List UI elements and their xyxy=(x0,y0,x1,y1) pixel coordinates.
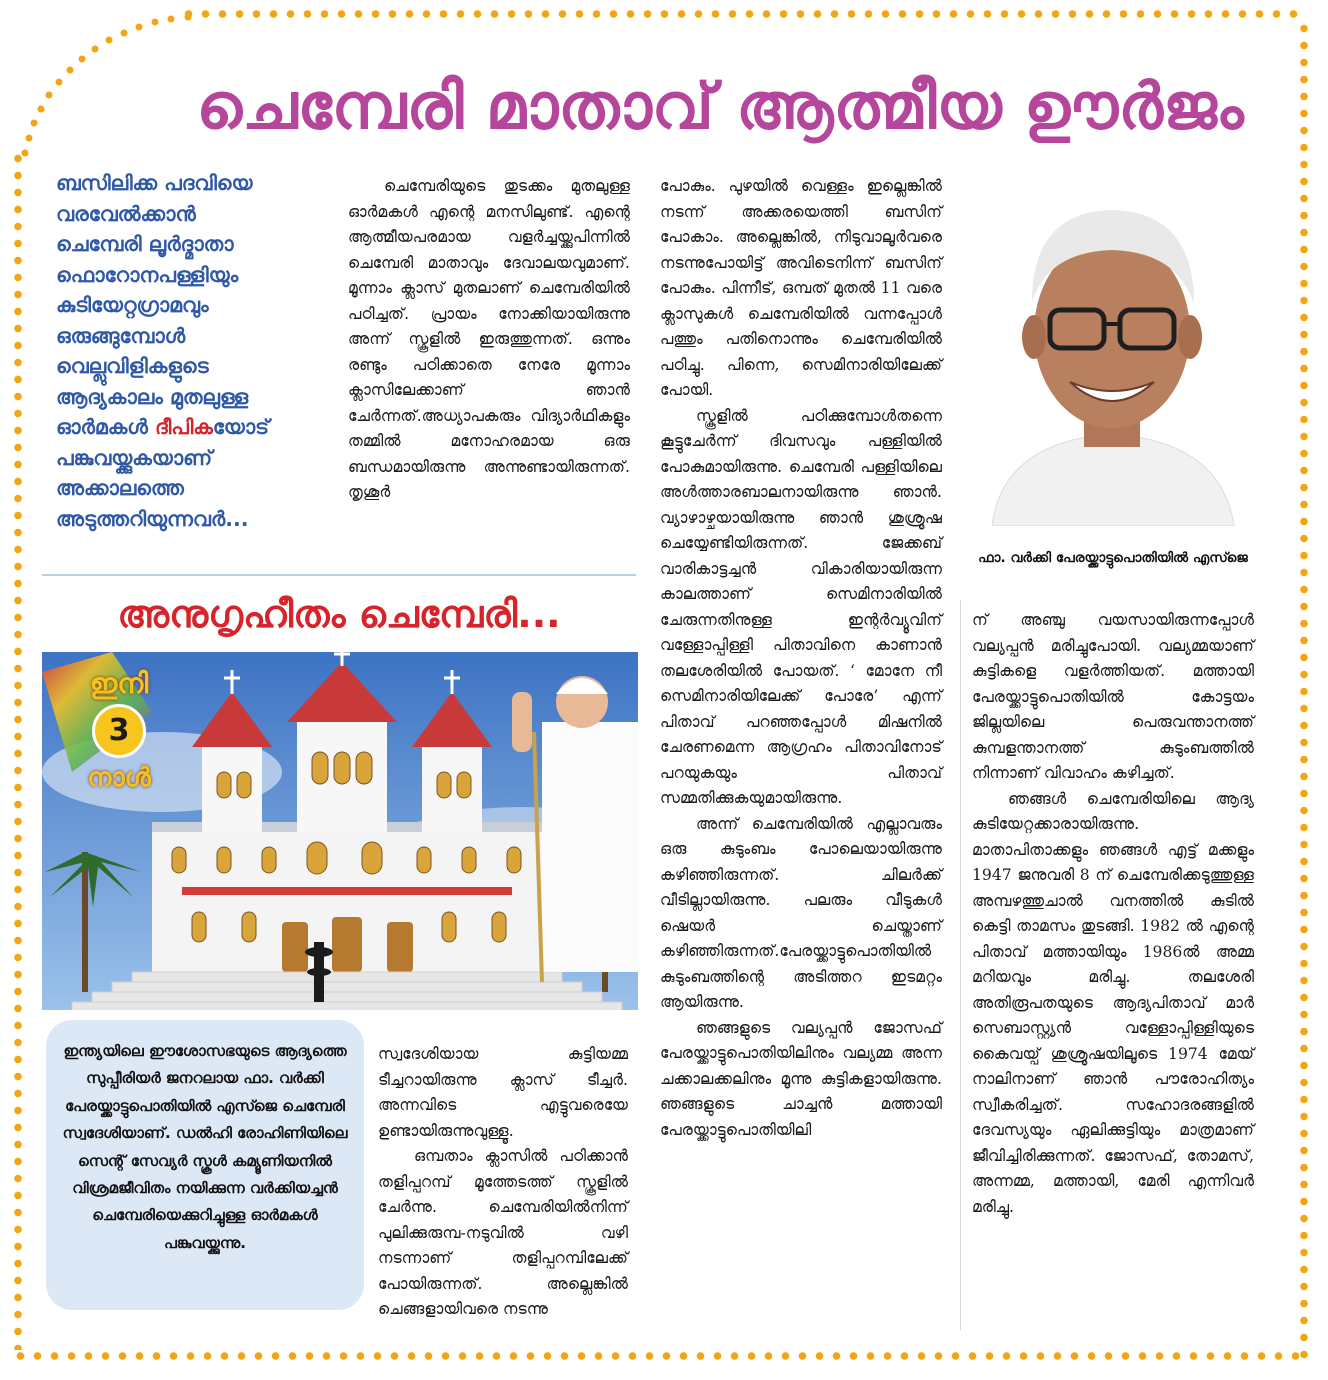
church-illustration xyxy=(42,652,638,1010)
intro-blurb xyxy=(56,168,356,534)
countdown-number xyxy=(92,704,146,758)
intro-line: അടുത്തറിയുന്നവർ... xyxy=(56,506,249,531)
intro-line: വെല്ലുവിളികളുടെ xyxy=(56,354,209,378)
intro-line xyxy=(56,412,356,443)
callout-text: ഇന്ത്യയിലെ ഈശോസഭയുടെ ആദ്യത്തെ സുപ്പീരിയർ ജനറലായ ഫാ. വർക്കി പേരയ്ക്കാട്ടുപൊതിയിൽ എസ്ജെ ചെമ്പേരി സ്വദേശിയാണ്. ഡൽഹി രോഹിണിയിലെ സെന്റ് സേവ്യർ സ്കൂൾ കമ്യൂണിയനിൽ വിശ്രമജീവിതം നയിക്കുന്ന വർക്കിയച്ചൻ ചെമ്പേരിയെക്കുറിച്ചുള്ള ഓർമകൾ പങ്കുവയ്ക്കുന്നു. xyxy=(62,1042,348,1252)
intro-line: ചെമ്പേരി ലൂർദ്മാതാ xyxy=(56,232,234,256)
article-column-1-continued xyxy=(378,1042,628,1323)
section-divider xyxy=(42,574,636,576)
paragraph: ഒമ്പതാം ക്ലാസിൽ പഠിക്കാൻ തളിപ്പറമ്പ് മൂത്തേടത്ത് സ്കൂളിൽ ചേർന്നു. ചെമ്പേരിയിൽനിന്ന് പുലിക്കുരുമ്പ-നടുവിൽ വഴി നടന്നാണ് തളിപ്പറമ്പിലേക്ക് പോയിരുന്നത്. അല്ലെങ്കിൽ ചെങ്ങളായിവരെ നടന്നു xyxy=(378,1147,628,1318)
intro-line: പങ്കുവയ്ക്കുകയാണ് xyxy=(56,445,213,470)
intro-text: ഓർമകൾ xyxy=(56,415,155,439)
column-rule xyxy=(960,600,961,1330)
border-dots-top xyxy=(180,8,1305,20)
paragraph: ന് അഞ്ചു വയസായിരുന്നപ്പോൾ വല്യപ്പൻ മരിച്ചുപോയി. വല്യമ്മയാണ് കുട്ടികളെ വളർത്തിയത്. മത്തായി പേരയ്ക്കാട്ടുപൊതിയിൽ കോട്ടയം ജില്ലയിലെ പെരുവന്താനത്ത് കുമ്പളന്താനത്ത് കുടുംബത്തിൽ നിന്നാണ് വിവാഹം കഴിച്ചത്. xyxy=(972,611,1254,782)
intro-line: ആദ്യകാലം മുതലുള്ള xyxy=(56,384,249,409)
paragraph: ഞങ്ങൾ ചെമ്പേരിയിലെ ആദ്യ കുടിയേറ്റക്കാരായിരുന്നു. മാതാപിതാക്കളും ഞങ്ങൾ എട്ട് മക്കളും 1947 ജനുവരി 8 ന് ചെമ്പേരിക്കടുത്തുള്ള അമ്പഴത്തുചാൽ വനത്തിൽ കുടിൽ കെട്ടി താമസം തുടങ്ങി. 1982 ൽ എന്റെ പിതാവ് മത്തായിയും 1986ൽ അമ്മ മറിയവും മരിച്ചു. തലശേരി അതിരൂപതയുടെ ആദ്യപിതാവ് മാർ സെബാസ്റ്റ്യൻ വള്ളോപ്പിള്ളിയുടെ കൈവയ്പ് ശുശ്രൂഷയിലൂടെ 1974 മേയ് നാലിനാണ് ഞാൻ പൗരോഹിത്യം സ്വീകരിച്ചത്. സഹോദരങ്ങളിൽ ദേവസ്യയും ഏലിക്കുട്ടിയും മാത്രമാണ് ജീവിച്ചിരിക്കുന്നത്. ജോസഫ്, തോമസ്, അന്നമ്മ, മത്തായി, മേരി എന്നിവർ മരിച്ചു. xyxy=(972,789,1254,1216)
paragraph: സ്വദേശിയായ കുട്ടിയമ്മ ടീച്ചറായിരുന്നു ക്ലാസ് ടീച്ചർ. അന്നവിടെ എട്ടുവരെയേ ഉണ്ടായിരുന്നുവുള്ളൂ. xyxy=(378,1045,628,1140)
portrait-photo xyxy=(972,172,1252,526)
intro-line: കുടിയേറ്റഗ്രാമവും xyxy=(56,293,209,317)
paragraph: ഞങ്ങളുടെ വല്യപ്പൻ ജോസഫ് പേരയ്ക്കാട്ടുപൊതിയിലിനും വല്യമ്മ അന്ന ചക്കാലക്കലിനും മൂന്നു കുട്ടികളായിരുന്നു. ഞങ്ങളുടെ ചാച്ചൻ മത്തായി പേരയ്ക്കാട്ടുപൊതിയിലി xyxy=(660,1018,942,1139)
countdown-badge xyxy=(64,664,174,814)
article-column-1 xyxy=(348,174,630,506)
headline: ചെമ്പേരി മാതാവ് ആത്മീയ ഊർജം xyxy=(196,70,1244,144)
intro-line: ബസിലിക്ക പദവിയെ xyxy=(56,171,253,195)
countdown-number-value: 3 xyxy=(108,713,130,748)
intro-text: യോട് xyxy=(212,415,270,439)
subheadline: അനുഗൃഹീതം ചെമ്പേരി... xyxy=(117,592,561,636)
article-column-3 xyxy=(972,608,1254,1220)
intro-line: ഒരുങ്ങുമ്പോൾ xyxy=(56,323,186,348)
intro-line: അക്കാലത്തെ xyxy=(56,476,184,500)
paragraph: പോകും. പുഴയിൽ വെള്ളം ഇല്ലെങ്കിൽ നടന്ന് അക്കരയെത്തി ബസിന് പോകാം. അല്ലെങ്കിൽ, നിടുവാലൂർവരെ നടന്നുപോയിട്ട് അവിടെനിന്ന് ബസിന് പോകും. പിന്നീട്, ഒമ്പത് മുതൽ 11 വരെ ക്ലാസുകൾ ചെമ്പേരിയിൽ വന്നപ്പോൾ പത്തും പതിനൊന്നും ചെമ്പേരിയിൽ പഠിച്ചു. പിന്നെ, സെമിനാരിയിലേക്ക് പോയി. xyxy=(660,177,942,399)
paragraph: അന്ന് ചെമ്പേരിയിൽ എല്ലാവരും ഒരു കുടുംബം പോലെയായിരുന്നു കഴിഞ്ഞിരുന്നത്. ചിലർക്ക് വീടില്ലായിരുന്നു. പലരും വീടുകൾ ഷെയർ ചെയ്താണ് കഴിഞ്ഞിരുന്നത്.പേരയ്ക്കാട്ടുപൊതിയിൽ കുടുംബത്തിന്റെ അടിത്തറ ഇടമറ്റം ആയിരുന്നു. xyxy=(660,814,942,1011)
paragraph: ചെമ്പേരിയുടെ തുടക്കം മുതലുള്ള ഓർമകൾ എന്റെ മനസിലുണ്ട്. എന്റെ ആത്മീയപരമായ വളർച്ചയ്ക്കുപിന്നിൽ ചെമ്പേരി മാതാവും ദേവാലയവുമാണ്. മൂന്നാം ക്ലാസ് മുതലാണ് ചെമ്പേരിയിൽ പഠിച്ചത്. പ്രായം നോക്കിയായിരുന്നു അന്ന് സ്കൂളിൽ ഇരുത്തുന്നത്. ഒന്നും രണ്ടും പഠിക്കാതെ നേരേ മൂന്നാം ക്ലാസിലേക്കാണ് ഞാൻ ചേർന്നത്.അധ്യാപകരും വിദ്യാർഥികളും തമ്മിൽ മനോഹരമായ ഒരു ബന്ധമായിരുന്നു അന്നുണ്ടായിരുന്നത്. തൃശൂർ xyxy=(348,177,630,501)
border-dots-bottom xyxy=(12,1350,1307,1362)
countdown-top: ഇനി xyxy=(89,667,149,700)
paragraph: സ്കൂളിൽ പഠിക്കുമ്പോൾതന്നെ കൂട്ടുചേർന്ന് ദിവസവും പള്ളിയിൽ പോകുമായിരുന്നു. ചെമ്പേരി പള്ളിയിലെ അൾത്താരബാലനായിരുന്നു ഞാൻ. വ്യാഴാഴ്ചയായിരുന്നു ഞാൻ ശുശ്രൂഷ ചെയ്യേണ്ടിയിരുന്നത്. ജേക്കബ് വാരികാട്ടച്ചൻ വികാരിയായിരുന്ന കാലത്താണ് സെമിനാരിയിൽ ചേരുന്നതിനുള്ള ഇന്റർവ്യൂവിന് വള്ളോപ്പിള്ളി പിതാവിനെ കാണാൻ തലശേരിയിൽ പോയത്. ‘ മോനേ നീ സെമിനാരിയിലേക്ക് പോരേ’ എന്ന് പിതാവ് പറഞ്ഞപ്പോൾ മിഷനിൽ ചേരണമെന്ന ആഗ്രഹം പിതാവിനോട് പറയുകയും പിതാവ് സമ്മതിക്കുകയുമായിരുന്നു. xyxy=(660,406,942,807)
intro-line: വരവേൽക്കാൻ xyxy=(56,201,196,226)
border-dots-left xyxy=(12,150,24,1350)
countdown-bottom: നാൾ xyxy=(87,763,151,793)
deepika-brand: ദീപിക xyxy=(155,415,213,439)
border-dots-right xyxy=(1298,20,1310,1365)
photo-caption: ഫാ. വർക്കി പേരയ്ക്കാട്ടുപൊതിയിൽ എസ്ജെ xyxy=(978,550,1248,566)
article-column-2 xyxy=(660,174,942,1143)
intro-line: ഫൊറോനപള്ളിയും xyxy=(56,262,239,287)
